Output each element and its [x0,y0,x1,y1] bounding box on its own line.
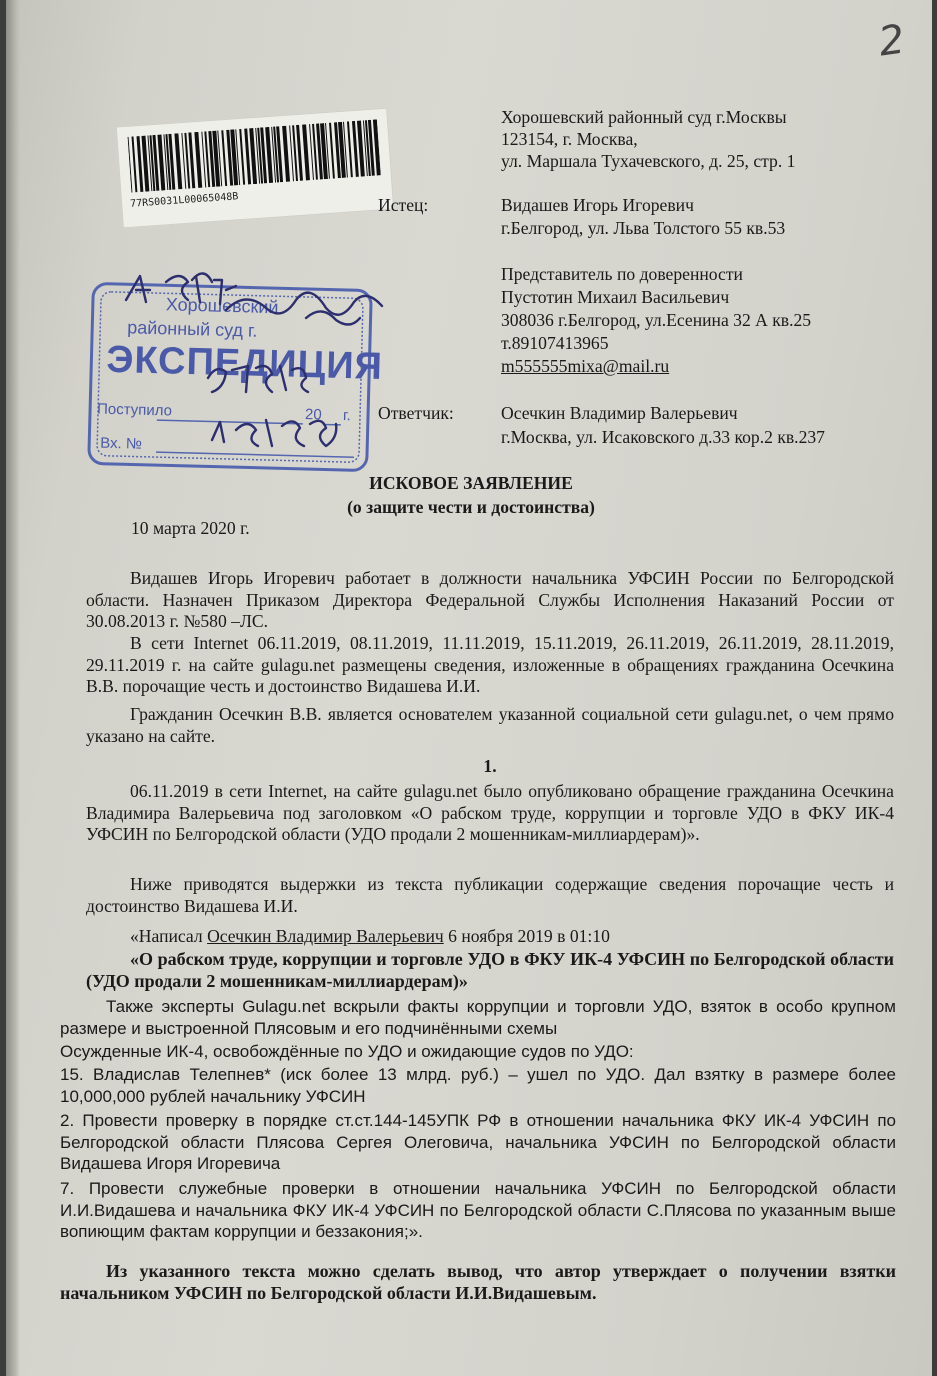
paragraph-publication-detail: 06.11.2019 в сети Internet, на сайте gulagu.net было опубликовано обращение гражданина Осечкина Владимира Валерьевича под заголовком «О рабском труде, коррупции и торговле УДО в ФКУ ИК-4 УФСИН по Белгородской области (УДО продали 2 мошенникам-миллиардерам)». [86,781,894,845]
paragraph-conclusion: Из указанного текста можно сделать вывод, что автор утверждает о получении взятки начальником УФСИН по Белгородской области И.И.Видашевым. [60,1261,896,1303]
barcode-bar [282,126,290,182]
barcode-bar [194,132,202,188]
plaintiff-address: г.Белгород, ул. Льва Толстого 55 кв.53 [501,218,786,238]
section-number: 1. [483,756,497,776]
quote-paragraph-experts: Также эксперты Gulagu.net вскрыли факты коррупции и торговли УДО, взяток в особо крупном размере и выстроенной Плясовым и его подчинёнными схемы [60,997,896,1038]
document-date: 10 марта 2020 г. [131,518,250,538]
stamp-year-suffix: г. [342,406,352,425]
court-name: Хорошевский районный суд г.Москвы [501,107,787,127]
defendant-label: Ответчик: [378,403,454,423]
handwritten-marks-icon [96,260,416,460]
document-title: ИСКОВОЕ ЗАЯВЛЕНИЕ [369,473,573,493]
barcode-bar [221,130,227,186]
barcode-bar [174,133,182,189]
barcode-bar [132,136,138,192]
document-page [6,0,932,1376]
court-address-line2: ул. Маршала Тухачевского, д. 25, стр. 1 [501,151,796,171]
defendant-address: г.Москва, ул. Исаковского д.33 кор.2 кв.237 [501,427,825,447]
quote-prefix: «Написал [130,926,208,946]
quote-paragraph-convicts: Осужденные ИК-4, освобождённые по УДО и ожидающие судов по УДО: [60,1042,634,1061]
representative-title: Представитель по доверенности [501,264,743,284]
plaintiff-name: Видашев Игорь Игоревич [501,195,694,215]
plaintiff-label: Истец: [378,195,429,215]
quote-title: «О рабском труде, коррупции и торговле УДО в ФКУ ИК-4 УФСИН по Белгородской области (УДО продали 2 мошенникам-миллиардерам)» [86,949,894,991]
paragraph-publications: В сети Internet 06.11.2019, 08.11.2019, 11.11.2019, 15.11.2019, 26.11.2019, 26.11.2019, 28.11.2019, 29.11.2019 г. на сайте gulagu.net размещены сведения, изложенные в обращениях гражданина Осечкина В.В. порочащие честь и достоинство Видашева И.И. [86,633,894,697]
barcode-bar [239,129,245,185]
representative-phone: т.89107413965 [501,333,609,353]
paragraph-appointment: Видашев Игорь Игоревич работает в должности начальника УФСИН России по Белгородской области. Назначен Приказом Директора Федеральной Службы Исполнения Наказаний России от 30.08.2013 г. №580 –ЛС. [86,568,894,632]
quote-item-15: 15. Владислав Телепнев* (иск более 13 млрд. руб.) – ушел по УДО. Дал взятку в размере более 10,000,000 рублей начальнику УФСИН [60,1065,896,1106]
representative-address: 308036 г.Белгород, ул.Есенина 32 А кв.25 [501,310,812,330]
representative-name: Пустотин Михаил Васильевич [501,287,730,307]
stamp-received-label: Поступило [96,400,173,420]
barcode-icon [128,119,381,192]
stamp-title: ЭКСПЕДИЦИЯ [105,338,384,388]
defendant-name: Осечкин Владимир Валерьевич [501,403,738,423]
quote-author-link[interactable]: Осечкин Владимир Валерьевич [207,926,444,946]
court-address-line1: 123154, г. Москва, [501,129,638,149]
barcode-number: 77RS0031L00065048B [129,191,239,210]
barcode-bar [347,121,353,177]
stamp-court-line1: Хорошевский [165,294,279,318]
page-number: 2 [875,16,908,66]
quote-item-2: 2. Провести проверку в порядке ст.ст.144-145УПК РФ в отношении начальника ФКУ ИК-4 УФСИН по Белгородской области Плясова Сергея Олеговича, начальника УФСИН по Белгородской области Видашева Игоря Игоревича [60,1111,896,1174]
paragraph-excerpts-intro: Ниже приводятся выдержки из текста публикации содержащие сведения порочащие честь и достоинство Видашева И.И. [86,874,894,916]
quote-time: 6 ноября 2019 в 01:10 [443,926,610,946]
stamp-incoming-label: Вх. № [100,434,143,453]
quote-item-7: 7. Провести служебные проверки в отношении начальника УФСИН по Белгородской области И.И.Видашева и начальника ФКУ ИК-4 УФСИН по Белгородской области С.Плясова по указанным выше вопиющим фактам коррупции и беззакония;». [60,1179,896,1242]
stamp-court-line2: районный суд г. [127,317,258,341]
barcode-bar [128,137,133,193]
stamp-year-prefix: 20 [304,405,322,424]
document-subtitle: (о защите чести и достоинства) [347,497,595,517]
representative-email-link[interactable]: m555555mixa@mail.ru [501,356,670,376]
paragraph-founder: Гражданин Осечкин В.В. является основателем указанной социальной сети gulagu.net, о чем прямо указано на сайте. [86,704,894,746]
barcode-sticker [116,108,394,229]
barcode-bar [329,123,335,179]
barcode-bar [302,124,310,180]
quote-byline [130,925,610,947]
